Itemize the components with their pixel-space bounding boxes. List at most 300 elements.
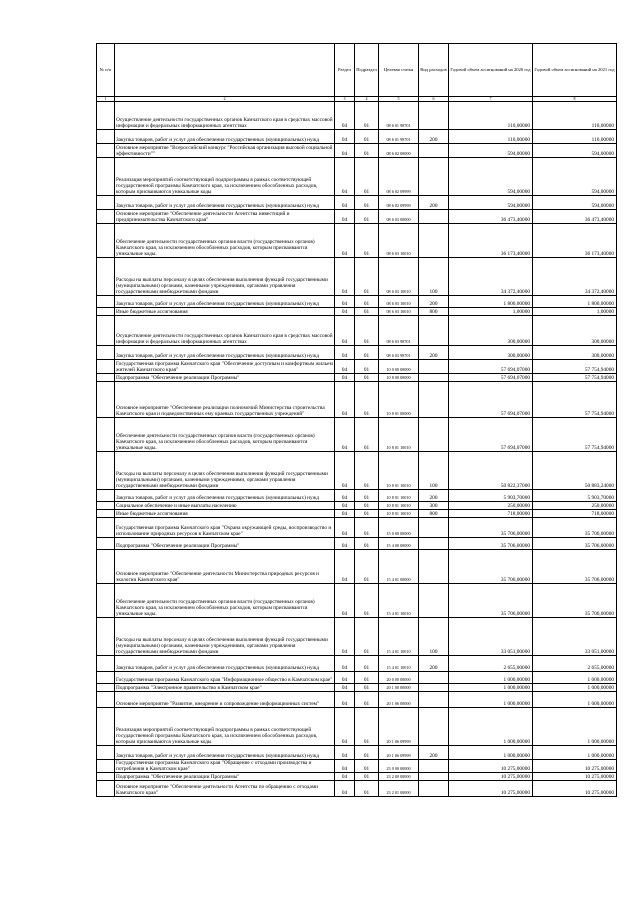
subsection-cell: 01 bbox=[355, 210, 379, 224]
name-cell: Основное мероприятие "Обеспечение деятельности Агентства инвестиций и предпринимательства Камчатского края" bbox=[115, 210, 335, 224]
subsection-cell: 01 bbox=[355, 490, 379, 502]
target-code-cell: 15 4 00 00000 bbox=[379, 538, 419, 550]
section-cell: 04 bbox=[335, 418, 355, 452]
table-row bbox=[97, 708, 617, 746]
section-cell: 04 bbox=[335, 374, 355, 382]
amount-2021-cell: 50 883,24000 bbox=[533, 452, 617, 490]
section-cell: 04 bbox=[335, 452, 355, 490]
section-cell: 04 bbox=[335, 102, 355, 130]
subsection-cell: 01 bbox=[355, 360, 379, 374]
amount-2021-cell: 35 706,00000 bbox=[533, 538, 617, 550]
amount-2020-cell: 34 372,40000 bbox=[449, 258, 533, 296]
table-header bbox=[97, 44, 617, 102]
target-code-cell: 08 6 03 00000 bbox=[379, 210, 419, 224]
num-cell bbox=[97, 684, 115, 692]
subsection-cell: 01 bbox=[355, 196, 379, 210]
amount-2021-cell: 5 903,70000 bbox=[533, 490, 617, 502]
num-cell bbox=[97, 130, 115, 144]
target-code-cell: 08 6 03 10010 bbox=[379, 258, 419, 296]
table-row bbox=[97, 346, 617, 360]
amount-2020-cell: 1 000,00000 bbox=[449, 672, 533, 684]
section-cell: 04 bbox=[335, 490, 355, 502]
amount-2020-cell: 1,00000 bbox=[449, 308, 533, 316]
section-cell: 04 bbox=[335, 538, 355, 550]
target-code-cell: 20 0 00 00000 bbox=[379, 672, 419, 684]
name-cell: Обеспечение деятельности государственных органов власти (государственных органов) Камчатского края, за исключением обособленных расходов, которым присваиваются уникальные коды. bbox=[115, 584, 335, 618]
amount-2021-cell: 1 000,00000 bbox=[533, 672, 617, 684]
target-code-cell: 15 4 01 10010 bbox=[379, 618, 419, 656]
column-number: 6 bbox=[419, 97, 449, 102]
target-code-cell: 08 6 03 10010 bbox=[379, 308, 419, 316]
subsection-cell: 01 bbox=[355, 746, 379, 760]
num-cell bbox=[97, 418, 115, 452]
expense-type-cell bbox=[419, 210, 449, 224]
column-number: 5 bbox=[379, 97, 419, 102]
num-cell bbox=[97, 144, 115, 158]
table-row bbox=[97, 584, 617, 618]
amount-2020-cell: 57 694,07000 bbox=[449, 418, 533, 452]
table-row bbox=[97, 224, 617, 258]
target-code-cell: 20 1 06 00000 bbox=[379, 692, 419, 708]
expense-type-cell bbox=[419, 550, 449, 584]
name-cell: Государственная программа Камчатского края "Информационное общество в Камчатском крае" bbox=[115, 672, 335, 684]
table-row bbox=[97, 296, 617, 308]
amount-2020-cell: 10 275,00000 bbox=[449, 781, 533, 797]
section-cell: 04 bbox=[335, 692, 355, 708]
target-code-cell: 15 4 01 10010 bbox=[379, 656, 419, 672]
num-cell bbox=[97, 550, 115, 584]
table-row bbox=[97, 518, 617, 538]
subsection-cell: 01 bbox=[355, 760, 379, 773]
table-row bbox=[97, 258, 617, 296]
header-num: № п/п bbox=[97, 44, 115, 97]
amount-2020-cell: 594,00000 bbox=[449, 158, 533, 196]
num-cell bbox=[97, 308, 115, 316]
amount-2020-cell: 57 694,07000 bbox=[449, 382, 533, 418]
amount-2020-cell: 300,00000 bbox=[449, 316, 533, 346]
table-row bbox=[97, 452, 617, 490]
num-cell bbox=[97, 618, 115, 656]
subsection-cell: 01 bbox=[355, 708, 379, 746]
subsection-cell: 01 bbox=[355, 158, 379, 196]
target-code-cell: 20 1 06 09999 bbox=[379, 746, 419, 760]
column-number: 1 bbox=[97, 97, 115, 102]
name-cell: Государственная программа Камчатского края "Обращение с отходами производства и потребления в Камчатском крае" bbox=[115, 760, 335, 773]
table-row bbox=[97, 158, 617, 196]
subsection-cell: 01 bbox=[355, 502, 379, 510]
name-cell: Закупка товаров, работ и услуг для обеспечения государственных (муниципальных) нужд bbox=[115, 490, 335, 502]
amount-2020-cell: 35 706,00000 bbox=[449, 584, 533, 618]
subsection-cell: 01 bbox=[355, 418, 379, 452]
amount-2021-cell: 110,00000 bbox=[533, 130, 617, 144]
expense-type-cell bbox=[419, 418, 449, 452]
header-subsection: Подраздел bbox=[355, 44, 379, 97]
target-code-cell: 23 0 00 00000 bbox=[379, 760, 419, 773]
num-cell bbox=[97, 510, 115, 518]
amount-2020-cell: 300,00000 bbox=[449, 346, 533, 360]
name-cell: Закупка товаров, работ и услуг для обеспечения государственных (муниципальных) нужд bbox=[115, 746, 335, 760]
subsection-cell: 01 bbox=[355, 684, 379, 692]
expense-type-cell bbox=[419, 538, 449, 550]
amount-2021-cell: 10 275,00000 bbox=[533, 781, 617, 797]
name-cell: Основное мероприятие "Обеспечение деятельности Агентства по обращению с отходами Камчатского края" bbox=[115, 781, 335, 797]
section-cell: 04 bbox=[335, 684, 355, 692]
header-section: Раздел bbox=[335, 44, 355, 97]
target-code-cell: 23 2 01 00000 bbox=[379, 781, 419, 797]
name-cell: Основное мероприятие "Обеспечение реализации полномочий Министерства строительства Камчатского края и подведомственных ему краевых государственных учреждений" bbox=[115, 382, 335, 418]
table-row bbox=[97, 773, 617, 781]
subsection-cell: 01 bbox=[355, 224, 379, 258]
num-cell bbox=[97, 708, 115, 746]
expense-type-cell bbox=[419, 144, 449, 158]
subsection-cell: 01 bbox=[355, 130, 379, 144]
expense-type-cell bbox=[419, 584, 449, 618]
table-row bbox=[97, 382, 617, 418]
subsection-cell: 01 bbox=[355, 346, 379, 360]
budget-appropriations-table bbox=[96, 43, 617, 797]
target-code-cell: 08 6 03 98701 bbox=[379, 316, 419, 346]
num-cell bbox=[97, 746, 115, 760]
expense-type-cell bbox=[419, 158, 449, 196]
section-cell: 04 bbox=[335, 158, 355, 196]
section-cell: 04 bbox=[335, 760, 355, 773]
expense-type-cell: 800 bbox=[419, 308, 449, 316]
table-row bbox=[97, 618, 617, 656]
table-row bbox=[97, 144, 617, 158]
expense-type-cell: 100 bbox=[419, 258, 449, 296]
num-cell bbox=[97, 773, 115, 781]
amount-2021-cell: 36 173,40000 bbox=[533, 224, 617, 258]
amount-2020-cell: 57 694,07000 bbox=[449, 374, 533, 382]
name-cell: Обеспечение деятельности государственных органов власти (государственных органов) Камчатского края, за исключением обособленных расходов, которым присваиваются уникальные коды. bbox=[115, 418, 335, 452]
target-code-cell: 10 8 01 10010 bbox=[379, 418, 419, 452]
table-row bbox=[97, 490, 617, 502]
expense-type-cell bbox=[419, 672, 449, 684]
name-cell: Государственная программа Камчатского края "Охрана окружающей среды, воспроизводство и использование природных ресурсов в Камчатском крае" bbox=[115, 518, 335, 538]
target-code-cell: 08 6 01 98701 bbox=[379, 130, 419, 144]
name-cell: Иные бюджетные ассигнования bbox=[115, 308, 335, 316]
amount-2020-cell: 35 706,00000 bbox=[449, 518, 533, 538]
num-cell bbox=[97, 781, 115, 797]
name-cell: Обеспечение деятельности государственных органов власти (государственных органов) Камчатского края, за исключением обособленных расходов, которым присваиваются уникальные коды. bbox=[115, 224, 335, 258]
amount-2021-cell: 1 000,00000 bbox=[533, 708, 617, 746]
amount-2020-cell: 110,00000 bbox=[449, 102, 533, 130]
name-cell: Государственная программа Камчатского края "Обеспечение доступным и комфортным жильем жителей Камчатского края" bbox=[116, 360, 333, 373]
name-cell: Социальное обеспечение и иные выплаты населению bbox=[115, 502, 335, 510]
target-code-cell: 08 6 03 98701 bbox=[379, 346, 419, 360]
name-cell: Расходы на выплаты персоналу в целях обеспечения выполнения функций государственными (муниципальными) органами, казенными учреждениями, органами управления государственными внебюджетными фондами bbox=[115, 258, 335, 296]
subsection-cell: 01 bbox=[355, 144, 379, 158]
amount-2020-cell: 1 800,00000 bbox=[449, 296, 533, 308]
subsection-cell: 01 bbox=[355, 452, 379, 490]
expense-type-cell: 200 bbox=[419, 296, 449, 308]
expense-type-cell: 200 bbox=[419, 746, 449, 760]
section-cell: 04 bbox=[335, 258, 355, 296]
subsection-cell: 01 bbox=[355, 584, 379, 618]
table-row bbox=[97, 672, 617, 684]
expense-type-cell bbox=[419, 102, 449, 130]
num-cell bbox=[97, 224, 115, 258]
name-cell: Закупка товаров, работ и услуг для обеспечения государственных (муниципальных) нужд bbox=[115, 130, 335, 144]
table-row bbox=[97, 692, 617, 708]
amount-2020-cell: 594,00000 bbox=[449, 144, 533, 158]
budget-table-sheet bbox=[96, 43, 616, 797]
amount-2020-cell: 1 000,00000 bbox=[449, 708, 533, 746]
header-target: Целевая статья bbox=[379, 44, 419, 97]
expense-type-cell bbox=[419, 360, 449, 374]
amount-2020-cell: 57 694,07000 bbox=[449, 360, 533, 374]
amount-2021-cell: 36 473,40000 bbox=[533, 210, 617, 224]
amount-2021-cell: 718,00000 bbox=[533, 510, 617, 518]
expense-type-cell bbox=[419, 518, 449, 538]
name-cell: Подпрограмма "Обеспечение реализации Программы" bbox=[115, 538, 335, 550]
expense-type-cell: 100 bbox=[419, 618, 449, 656]
name-cell: Расходы на выплаты персоналу в целях обеспечения выполнения функций государственными (муниципальными) органами, казенными учреждениями, органами управления государственными внебюджетными фондами bbox=[115, 618, 335, 656]
target-code-cell: 08 6 03 10010 bbox=[379, 296, 419, 308]
expense-type-cell bbox=[419, 382, 449, 418]
table-row bbox=[97, 781, 617, 797]
target-code-cell: 20 1 00 00000 bbox=[379, 684, 419, 692]
table-row bbox=[97, 746, 617, 760]
expense-type-cell bbox=[419, 374, 449, 382]
section-cell: 04 bbox=[335, 550, 355, 584]
subsection-cell: 01 bbox=[355, 656, 379, 672]
expense-type-cell bbox=[419, 708, 449, 746]
column-number: 2 bbox=[115, 97, 335, 102]
amount-2021-cell: 594,00000 bbox=[533, 144, 617, 158]
amount-2021-cell: 33 051,00000 bbox=[533, 618, 617, 656]
expense-type-cell: 200 bbox=[419, 346, 449, 360]
expense-type-cell bbox=[419, 692, 449, 708]
table-row bbox=[97, 374, 617, 382]
amount-2020-cell: 5 903,70000 bbox=[449, 490, 533, 502]
table-row bbox=[97, 130, 617, 144]
table-row bbox=[97, 360, 617, 374]
amount-2020-cell: 250,00000 bbox=[449, 502, 533, 510]
amount-2020-cell: 36 173,40000 bbox=[449, 224, 533, 258]
header-2020: Годовой объем ассигнований на 2020 год bbox=[449, 44, 533, 97]
column-number: 8 bbox=[533, 97, 617, 102]
amount-2021-cell: 57 754,94000 bbox=[533, 360, 617, 374]
section-cell: 04 bbox=[335, 316, 355, 346]
amount-2021-cell: 594,00000 bbox=[533, 196, 617, 210]
name-cell: Реализация мероприятий соответствующей подпрограммы в рамках соответствующей государственной программы Камчатского края, за исключением обособленных расходов, которым присваиваются уникальные коды bbox=[115, 158, 335, 196]
table-row bbox=[97, 308, 617, 316]
subsection-cell: 01 bbox=[355, 538, 379, 550]
section-cell: 04 bbox=[335, 346, 355, 360]
name-cell: Осуществление деятельности государственных органов Камчатского края в средствах массовой информации и федеральных информационных агентствах bbox=[115, 102, 335, 130]
section-cell: 04 bbox=[335, 210, 355, 224]
num-cell bbox=[97, 196, 115, 210]
amount-2021-cell: 57 754,94000 bbox=[533, 418, 617, 452]
name-cell: Закупка товаров, работ и услуг для обеспечения государственных (муниципальных) нужд bbox=[115, 196, 335, 210]
amount-2021-cell: 1 000,00000 bbox=[533, 692, 617, 708]
section-cell: 04 bbox=[335, 224, 355, 258]
table-row bbox=[97, 510, 617, 518]
name-cell: Подпрограмма "Электронное правительство в Камчатском крае" bbox=[115, 684, 335, 692]
name-cell: Осуществление деятельности государственных органов Камчатского края в средствах массовой информации и федеральных информационных агентствах bbox=[115, 316, 335, 346]
target-code-cell: 08 6 02 09999 bbox=[379, 196, 419, 210]
amount-2020-cell: 1 000,00000 bbox=[449, 684, 533, 692]
target-code-cell: 10 8 01 00000 bbox=[379, 382, 419, 418]
amount-2021-cell: 10 275,00000 bbox=[533, 773, 617, 781]
num-cell bbox=[97, 346, 115, 360]
num-cell bbox=[97, 360, 115, 374]
expense-type-cell: 300 bbox=[419, 502, 449, 510]
amount-2020-cell: 2 655,00000 bbox=[449, 656, 533, 672]
amount-2021-cell: 1,00000 bbox=[533, 308, 617, 316]
table-body bbox=[97, 102, 617, 797]
table-row bbox=[97, 656, 617, 672]
section-cell: 04 bbox=[335, 360, 355, 374]
expense-type-cell: 800 bbox=[419, 510, 449, 518]
num-cell bbox=[97, 316, 115, 346]
name-cell: Подпрограмма "Обеспечение реализации Программы" bbox=[115, 773, 335, 781]
expense-type-cell: 200 bbox=[419, 656, 449, 672]
amount-2020-cell: 1 000,00000 bbox=[449, 692, 533, 708]
table-row bbox=[97, 418, 617, 452]
table-row bbox=[97, 316, 617, 346]
expense-type-cell bbox=[419, 760, 449, 773]
num-cell bbox=[97, 490, 115, 502]
table-row bbox=[97, 538, 617, 550]
target-code-cell: 15 0 00 00000 bbox=[379, 518, 419, 538]
amount-2020-cell: 35 706,00000 bbox=[449, 538, 533, 550]
column-number: 4 bbox=[355, 97, 379, 102]
expense-type-cell: 200 bbox=[419, 130, 449, 144]
amount-2021-cell: 35 706,00000 bbox=[533, 550, 617, 584]
section-cell: 04 bbox=[335, 296, 355, 308]
header-expense-type: Вид расходов bbox=[419, 44, 449, 97]
section-cell: 04 bbox=[335, 502, 355, 510]
name-cell: Реализация мероприятий соответствующей подпрограммы в рамках соответствующей государственной программы Камчатского края, за исключением обособленных расходов, которым присваиваются уникальные коды bbox=[115, 708, 335, 746]
amount-2021-cell: 300,00000 bbox=[533, 316, 617, 346]
amount-2020-cell: 33 051,00000 bbox=[449, 618, 533, 656]
subsection-cell: 01 bbox=[355, 296, 379, 308]
num-cell bbox=[97, 584, 115, 618]
amount-2021-cell: 57 754,94000 bbox=[533, 374, 617, 382]
name-cell: Закупка товаров, работ и услуг для обеспечения государственных (муниципальных) нужд bbox=[115, 656, 335, 672]
section-cell: 04 bbox=[335, 781, 355, 797]
amount-2021-cell: 35 706,00000 bbox=[533, 518, 617, 538]
section-cell: 04 bbox=[335, 656, 355, 672]
num-cell bbox=[97, 656, 115, 672]
expense-type-cell bbox=[419, 773, 449, 781]
num-cell bbox=[97, 102, 115, 130]
target-code-cell: 10 0 00 00000 bbox=[379, 360, 419, 374]
target-code-cell: 10 8 01 10010 bbox=[379, 510, 419, 518]
target-code-cell: 10 8 00 00000 bbox=[379, 374, 419, 382]
section-cell: 04 bbox=[335, 518, 355, 538]
expense-type-cell bbox=[419, 781, 449, 797]
amount-2021-cell: 250,00000 bbox=[533, 502, 617, 510]
expense-type-cell: 200 bbox=[419, 490, 449, 502]
subsection-cell: 01 bbox=[355, 781, 379, 797]
subsection-cell: 01 bbox=[355, 102, 379, 130]
num-cell bbox=[97, 382, 115, 418]
table-row bbox=[97, 684, 617, 692]
target-code-cell: 10 8 01 10010 bbox=[379, 452, 419, 490]
section-cell: 04 bbox=[335, 196, 355, 210]
table-row bbox=[97, 502, 617, 510]
subsection-cell: 01 bbox=[355, 518, 379, 538]
amount-2020-cell: 594,00000 bbox=[449, 196, 533, 210]
name-cell: Расходы на выплаты персоналу в целях обеспечения выполнения функций государственными (муниципальными) органами, казенными учреждениями, органами управления государственными внебюджетными фондами bbox=[115, 452, 335, 490]
name-cell: Основное мероприятие "Развитие, внедрение и сопровождение информационных систем" bbox=[115, 692, 335, 708]
column-number: 3 bbox=[335, 97, 355, 102]
header-2021: Годовой объем ассигнований на 2021 год bbox=[533, 44, 617, 97]
target-code-cell: 10 8 01 10010 bbox=[379, 502, 419, 510]
expense-type-cell bbox=[419, 224, 449, 258]
num-cell bbox=[97, 374, 115, 382]
table-row bbox=[97, 550, 617, 584]
subsection-cell: 01 bbox=[355, 672, 379, 684]
amount-2021-cell: 57 754,94000 bbox=[533, 382, 617, 418]
amount-2021-cell: 1 800,00000 bbox=[533, 296, 617, 308]
section-cell: 04 bbox=[335, 144, 355, 158]
target-code-cell: 08 6 01 98701 bbox=[379, 102, 419, 130]
section-cell: 04 bbox=[335, 382, 355, 418]
column-number: 7 bbox=[449, 97, 533, 102]
num-cell bbox=[97, 452, 115, 490]
num-cell bbox=[97, 296, 115, 308]
name-cell: Основное мероприятие "Всероссийский конкурс "Российская организация высокой социальной эффективности"" bbox=[115, 144, 335, 158]
amount-2020-cell: 10 275,00000 bbox=[449, 760, 533, 773]
num-cell bbox=[97, 692, 115, 708]
name-cell: Закупка товаров, работ и услуг для обеспечения государственных (муниципальных) нужд bbox=[115, 296, 335, 308]
amount-2020-cell: 35 706,00000 bbox=[449, 550, 533, 584]
amount-2020-cell: 110,00000 bbox=[449, 130, 533, 144]
subsection-cell: 01 bbox=[355, 316, 379, 346]
amount-2021-cell: 110,00000 bbox=[533, 102, 617, 130]
amount-2021-cell: 34 372,40000 bbox=[533, 258, 617, 296]
amount-2021-cell: 35 706,00000 bbox=[533, 584, 617, 618]
amount-2021-cell: 1 000,00000 bbox=[533, 746, 617, 760]
subsection-cell: 01 bbox=[355, 510, 379, 518]
header-name bbox=[115, 44, 335, 97]
num-cell bbox=[97, 672, 115, 684]
section-cell: 04 bbox=[335, 130, 355, 144]
name-cell: Основное мероприятие "Обеспечение деятельности Министерства природных ресурсов и экологии Камчатского края" bbox=[115, 550, 335, 584]
section-cell: 04 bbox=[335, 746, 355, 760]
section-cell: 04 bbox=[335, 618, 355, 656]
amount-2020-cell: 718,00000 bbox=[449, 510, 533, 518]
section-cell: 04 bbox=[335, 510, 355, 518]
amount-2021-cell: 300,00000 bbox=[533, 346, 617, 360]
target-code-cell: 20 1 06 09999 bbox=[379, 708, 419, 746]
amount-2021-cell: 594,00000 bbox=[533, 158, 617, 196]
target-code-cell: 23 2 00 00000 bbox=[379, 773, 419, 781]
table-row bbox=[97, 196, 617, 210]
target-code-cell: 15 4 01 00000 bbox=[379, 550, 419, 584]
subsection-cell: 01 bbox=[355, 308, 379, 316]
expense-type-cell: 200 bbox=[419, 196, 449, 210]
subsection-cell: 01 bbox=[355, 258, 379, 296]
subsection-cell: 01 bbox=[355, 773, 379, 781]
section-cell: 04 bbox=[335, 584, 355, 618]
num-cell bbox=[97, 502, 115, 510]
subsection-cell: 01 bbox=[355, 692, 379, 708]
name-cell: Закупка товаров, работ и услуг для обеспечения государственных (муниципальных) нужд bbox=[115, 346, 335, 360]
target-code-cell: 08 6 02 09999 bbox=[379, 158, 419, 196]
table-row bbox=[97, 102, 617, 130]
expense-type-cell: 100 bbox=[419, 452, 449, 490]
amount-2020-cell: 1 000,00000 bbox=[449, 746, 533, 760]
subsection-cell: 01 bbox=[355, 382, 379, 418]
amount-2021-cell: 2 655,00000 bbox=[533, 656, 617, 672]
subsection-cell: 01 bbox=[355, 618, 379, 656]
section-cell: 04 bbox=[335, 672, 355, 684]
